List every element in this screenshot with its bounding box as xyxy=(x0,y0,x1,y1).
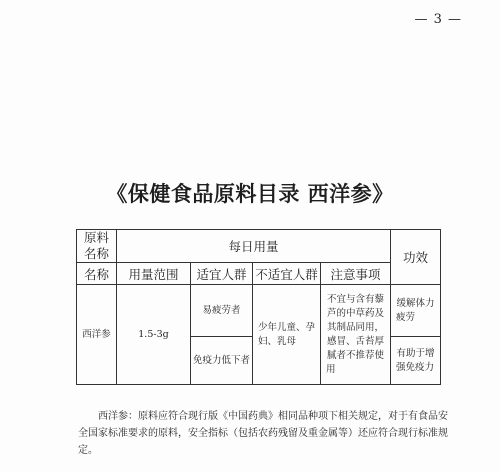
row-suitable-1: 易疲劳者 xyxy=(191,285,253,337)
document-title: 《保健食品原料目录 西洋参》 xyxy=(106,181,394,206)
subheader-notes: 注意事项 xyxy=(321,263,391,285)
subheader-range: 用量范围 xyxy=(117,263,191,285)
row-range: 1.5-3g xyxy=(117,285,191,385)
row-efficacy-1: 缓解体力疲劳 xyxy=(391,285,441,337)
footnote: 西洋参：原料应符合现行版《中国药典》相同品种项下相关规定，对于有食品安全国家标准要求的原料，安全指标（包括农药残留及重金属等）还应符合现行标准规定。 xyxy=(78,411,448,456)
header-efficacy: 功效 xyxy=(391,230,441,285)
subheader-unsuitable: 不适宜人群 xyxy=(253,263,321,285)
row-name: 西洋参 xyxy=(77,285,117,385)
header-material: 原料名称 xyxy=(77,230,117,263)
subheader-suitable: 适宜人群 xyxy=(191,263,253,285)
row-notes: 不宜与含有藜芦的中草药及其制品同用，感冒、舌苔厚腻者不推荐使用 xyxy=(321,285,391,385)
page-number: — 3 — xyxy=(414,12,462,27)
row-suitable-2: 免疫力低下者 xyxy=(191,337,253,385)
row-efficacy-2: 有助于增强免疫力 xyxy=(391,337,441,385)
ingredient-table xyxy=(76,229,441,385)
row-unsuitable: 少年儿童、孕妇、乳母 xyxy=(253,285,321,385)
header-daily-dosage: 每日用量 xyxy=(117,230,391,263)
subheader-name: 名称 xyxy=(77,263,117,285)
